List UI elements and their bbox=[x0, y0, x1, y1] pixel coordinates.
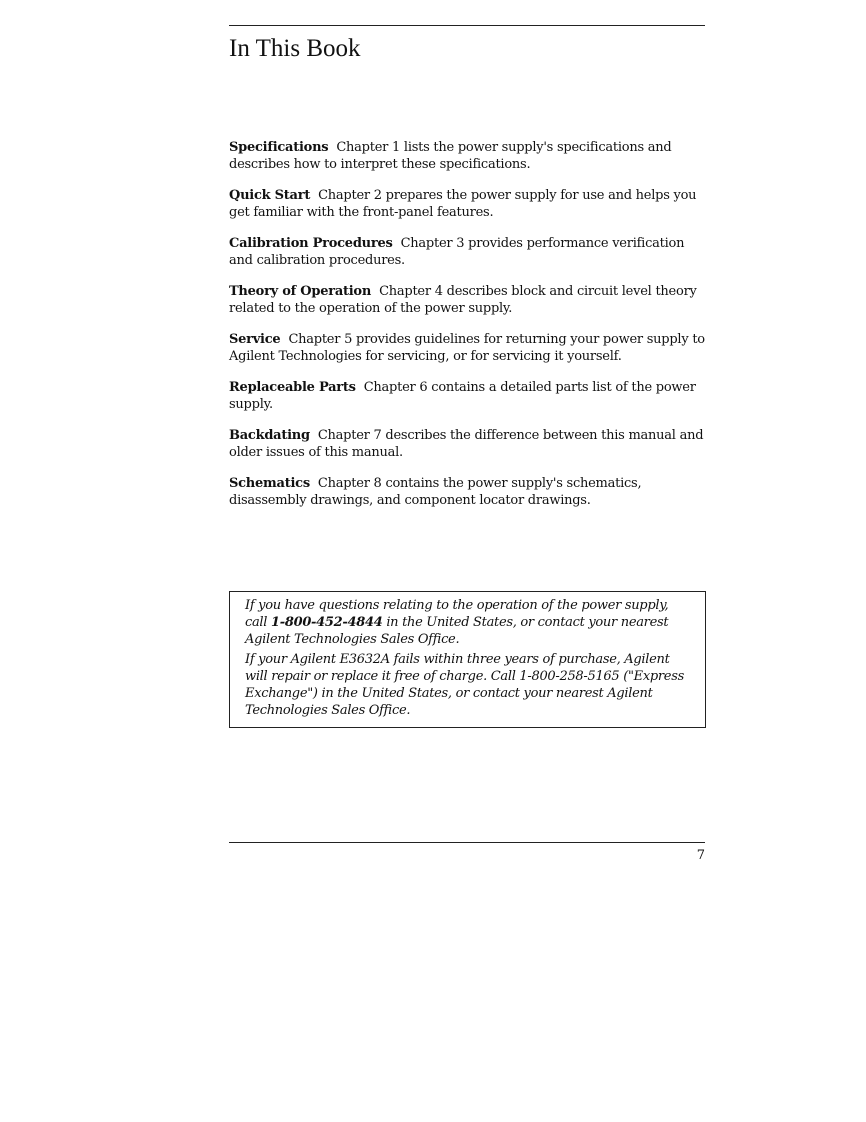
section-backdating bbox=[229, 427, 709, 461]
support-callout-box bbox=[229, 591, 706, 728]
support-questions-text-end: in the United States, or contact your nearest Agilent Technologies Sales Office. bbox=[245, 615, 669, 647]
support-phone-number: 1-800-452-4844 bbox=[270, 615, 383, 630]
section-description: Chapter 6 contains a detailed parts list of the power supply. bbox=[229, 380, 696, 412]
section-name: Calibration Procedures bbox=[229, 236, 393, 251]
section-name: Schematics bbox=[229, 476, 310, 491]
chapter-list bbox=[229, 139, 709, 523]
section-service bbox=[229, 331, 709, 365]
support-questions-paragraph bbox=[245, 597, 690, 648]
support-questions-text: If you have questions relating to the operation of the power supply, call bbox=[245, 598, 669, 630]
section-theory-of-operation bbox=[229, 283, 709, 317]
section-description: Chapter 4 describes block and circuit level theory related to the operation of the power supply. bbox=[229, 284, 697, 316]
section-description: Chapter 7 describes the difference between this manual and older issues of this manual. bbox=[229, 428, 704, 460]
section-description: Chapter 3 provides performance verification and calibration procedures. bbox=[229, 236, 685, 268]
section-name: Specifications bbox=[229, 140, 329, 155]
section-description: Chapter 8 contains the power supply's schematics, disassembly drawings, and component locator drawings. bbox=[229, 476, 642, 508]
top-rule bbox=[229, 25, 705, 26]
section-name: Backdating bbox=[229, 428, 310, 443]
page-title: In This Book bbox=[229, 35, 361, 62]
page-number: 7 bbox=[696, 848, 705, 863]
section-name: Service bbox=[229, 332, 281, 347]
section-replaceable-parts bbox=[229, 379, 709, 413]
section-description: Chapter 2 prepares the power supply for use and helps you get familiar with the front-panel features. bbox=[229, 188, 697, 220]
section-description: Chapter 5 provides guidelines for returning your power supply to Agilent Technologies for servicing, or for servicing it yourself. bbox=[229, 332, 705, 364]
section-description: Chapter 1 lists the power supply's specifications and describes how to interpret these specifications. bbox=[229, 140, 672, 172]
warranty-paragraph: If your Agilent E3632A fails within three years of purchase, Agilent will repair or replace it free of charge. Call 1-800-258-5165 ("Express Exchange") in the United States, or contact your nearest Agilent Technologies Sales Office. bbox=[245, 652, 684, 718]
section-name: Replaceable Parts bbox=[229, 380, 356, 395]
section-schematics bbox=[229, 475, 709, 509]
bottom-rule bbox=[229, 842, 705, 843]
section-calibration-procedures bbox=[229, 235, 709, 269]
section-quick-start bbox=[229, 187, 709, 221]
section-specifications bbox=[229, 139, 709, 173]
section-name: Theory of Operation bbox=[229, 284, 372, 299]
section-name: Quick Start bbox=[229, 188, 311, 203]
